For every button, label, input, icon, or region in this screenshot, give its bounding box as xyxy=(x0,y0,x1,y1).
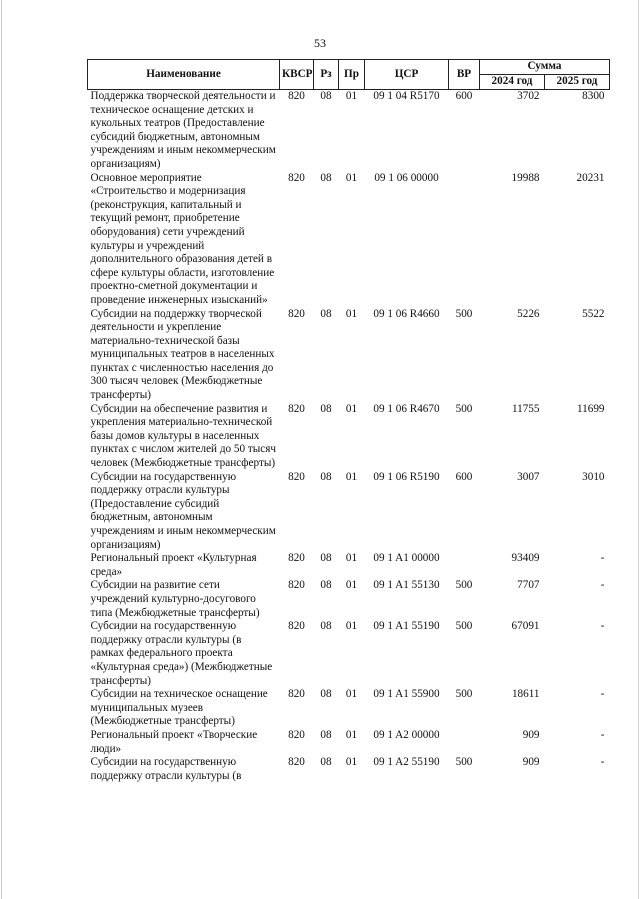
row-pr: 01 xyxy=(345,402,358,415)
row-kvsr: 820 xyxy=(288,402,305,415)
row-vr: 500 xyxy=(455,579,473,592)
row-sum-2024: 3702 xyxy=(517,90,540,102)
row-vr: 500 xyxy=(455,620,473,633)
row-csr: 09 1 A1 55190 xyxy=(373,620,440,633)
row-pr: 01 xyxy=(345,620,358,633)
row-csr: 09 1 06 R5190 xyxy=(373,470,440,483)
row-pr: 01 xyxy=(345,470,358,483)
row-rz: 08 xyxy=(320,728,332,741)
row-vr: 600 xyxy=(455,470,473,483)
row-pr: 01 xyxy=(345,90,358,102)
row-csr: 09 1 A1 55130 xyxy=(373,579,440,592)
header-name: Наименование xyxy=(88,60,280,90)
scan-edge-left xyxy=(1,0,2,899)
row-rz: 08 xyxy=(320,552,332,565)
row-name: Субсидии на государственную поддержку отрасли культуры (в рамках федерального проекта «Культурная среда») (Межбюджетные трансферты) xyxy=(90,620,273,687)
row-vr: 500 xyxy=(455,756,473,769)
table-row xyxy=(88,471,610,553)
scan-edge-right xyxy=(638,0,639,899)
header-2025: 2025 год xyxy=(545,75,610,90)
row-kvsr: 820 xyxy=(288,688,305,701)
row-sum-2025: - xyxy=(600,728,605,741)
row-sum-2025: 5522 xyxy=(582,307,605,320)
row-rz: 08 xyxy=(320,307,332,320)
table-row xyxy=(88,579,610,620)
row-sum-2025: 8300 xyxy=(582,90,605,102)
table-row xyxy=(88,729,610,756)
header-2024: 2024 год xyxy=(480,75,545,90)
table-row xyxy=(88,308,610,403)
row-vr: 500 xyxy=(455,402,473,415)
row-sum-2025: - xyxy=(600,620,605,633)
row-kvsr: 820 xyxy=(288,756,305,769)
row-rz: 08 xyxy=(320,756,332,769)
row-rz: 08 xyxy=(320,688,332,701)
row-sum-2024: 5226 xyxy=(517,307,540,320)
row-name: Субсидии на техническое оснащение муниципальных музеев (Межбюджетные трансферты) xyxy=(90,688,268,728)
row-pr: 01 xyxy=(345,552,358,565)
row-csr: 09 1 A1 00000 xyxy=(373,552,440,565)
row-pr: 01 xyxy=(345,688,358,701)
header-kvsr: КВСР xyxy=(280,60,314,90)
page-number: 53 xyxy=(314,36,326,50)
row-pr: 01 xyxy=(345,579,358,592)
row-kvsr: 820 xyxy=(288,620,305,633)
row-rz: 08 xyxy=(320,90,332,102)
row-name: Субсидии на государственную поддержку отрасли культуры (Предоставление субсидий бюджетным, автономным учреждениям и иным некоммерческим организациям) xyxy=(90,470,276,551)
row-sum-2025: 11699 xyxy=(576,402,605,415)
header-vr: ВР xyxy=(449,60,480,90)
row-sum-2024: 18611 xyxy=(511,688,540,701)
row-vr xyxy=(449,729,480,756)
row-name: Поддержка творческой деятельности и техническое оснащение детских и кукольных театров (Предоставление субсидий бюджетным, автономным учреждениям и иным некоммерческим организациям) xyxy=(90,90,276,170)
table-row xyxy=(88,688,610,729)
row-name: Субсидии на государственную поддержку отрасли культуры (в xyxy=(90,756,242,782)
row-name: Субсидии на обеспечение развития и укрепления материально-технической базы домов культуры в населенных пунктах с числом жителей до 50 тысяч человек (Межбюджетные трансферты) xyxy=(90,402,277,470)
row-sum-2024: 909 xyxy=(522,728,540,741)
header-sum: Сумма xyxy=(480,60,610,75)
row-rz: 08 xyxy=(320,579,332,592)
row-sum-2024: 11755 xyxy=(511,402,540,415)
row-sum-2025: - xyxy=(600,756,605,769)
row-kvsr: 820 xyxy=(288,470,305,483)
row-rz: 08 xyxy=(320,402,332,415)
row-name: Субсидии на поддержку творческой деятельности и укрепление материально-технической базы муниципальных театров в населенных пунктах с численностью населения до 300 тысяч человек (Межбюджетные трансферты) xyxy=(90,307,275,402)
row-csr: 09 1 04 R5170 xyxy=(373,90,440,102)
header-pr: Пр xyxy=(339,60,365,90)
row-kvsr: 820 xyxy=(288,90,305,102)
row-sum-2024: 3007 xyxy=(517,470,540,483)
row-csr: 09 1 06 R4660 xyxy=(373,307,440,320)
row-csr: 09 1 A1 55900 xyxy=(373,688,440,701)
row-sum-2025: 3010 xyxy=(582,470,605,483)
row-vr xyxy=(449,552,480,579)
header-csr: ЦСР xyxy=(365,60,449,90)
row-sum-2024: 67091 xyxy=(511,620,540,633)
row-pr: 01 xyxy=(345,756,358,769)
row-pr: 01 xyxy=(345,307,358,320)
row-name: Региональный проект «Культурная среда» xyxy=(90,552,257,578)
header-rz: Рз xyxy=(314,60,339,90)
row-pr: 01 xyxy=(345,171,358,184)
table-row xyxy=(88,90,610,172)
table-row xyxy=(88,620,610,688)
row-vr: 500 xyxy=(455,688,473,701)
row-rz: 08 xyxy=(320,171,332,184)
table-row xyxy=(88,403,610,471)
row-csr: 09 1 06 00000 xyxy=(374,171,439,184)
table-row xyxy=(88,552,610,579)
row-sum-2024: 909 xyxy=(522,756,540,769)
row-name: Субсидии на развитие сети учреждений культурно-досугового типа (Межбюджетные трансферты) xyxy=(90,579,260,619)
row-kvsr: 820 xyxy=(288,552,305,565)
row-sum-2024: 7707 xyxy=(517,579,540,592)
table-body xyxy=(88,90,610,784)
table-row xyxy=(88,172,610,308)
row-kvsr: 820 xyxy=(288,728,305,741)
row-sum-2025: - xyxy=(600,688,605,701)
row-kvsr: 820 xyxy=(288,307,305,320)
row-vr xyxy=(449,172,480,308)
row-name: Основное мероприятие «Строительство и модернизация (реконструкция, капитальный и текущий ремонт, приобретение оборудования) сети учреждений культуры и учреждений дополнительного образования детей в сфере культуры области, изготовление проектно-сметной документации и проведение инженерных изысканий» xyxy=(90,171,275,306)
budget-table xyxy=(87,59,610,783)
row-pr: 01 xyxy=(345,728,358,741)
row-name: Региональный проект «Творческие люди» xyxy=(90,728,258,755)
row-vr: 500 xyxy=(455,307,473,320)
row-csr: 09 1 A2 55190 xyxy=(373,756,440,769)
row-kvsr: 820 xyxy=(288,171,305,184)
row-csr: 09 1 06 R4670 xyxy=(373,402,440,415)
row-kvsr: 820 xyxy=(288,579,305,592)
row-sum-2025: - xyxy=(600,579,605,592)
row-sum-2024: 19988 xyxy=(511,171,540,184)
row-rz: 08 xyxy=(320,620,332,633)
row-sum-2024: 93409 xyxy=(511,552,540,565)
row-csr: 09 1 A2 00000 xyxy=(373,728,440,741)
row-sum-2025: - xyxy=(600,552,605,565)
row-rz: 08 xyxy=(320,470,332,483)
row-sum-2025: 20231 xyxy=(576,171,605,184)
table-row xyxy=(88,756,610,783)
row-vr: 600 xyxy=(455,90,473,102)
